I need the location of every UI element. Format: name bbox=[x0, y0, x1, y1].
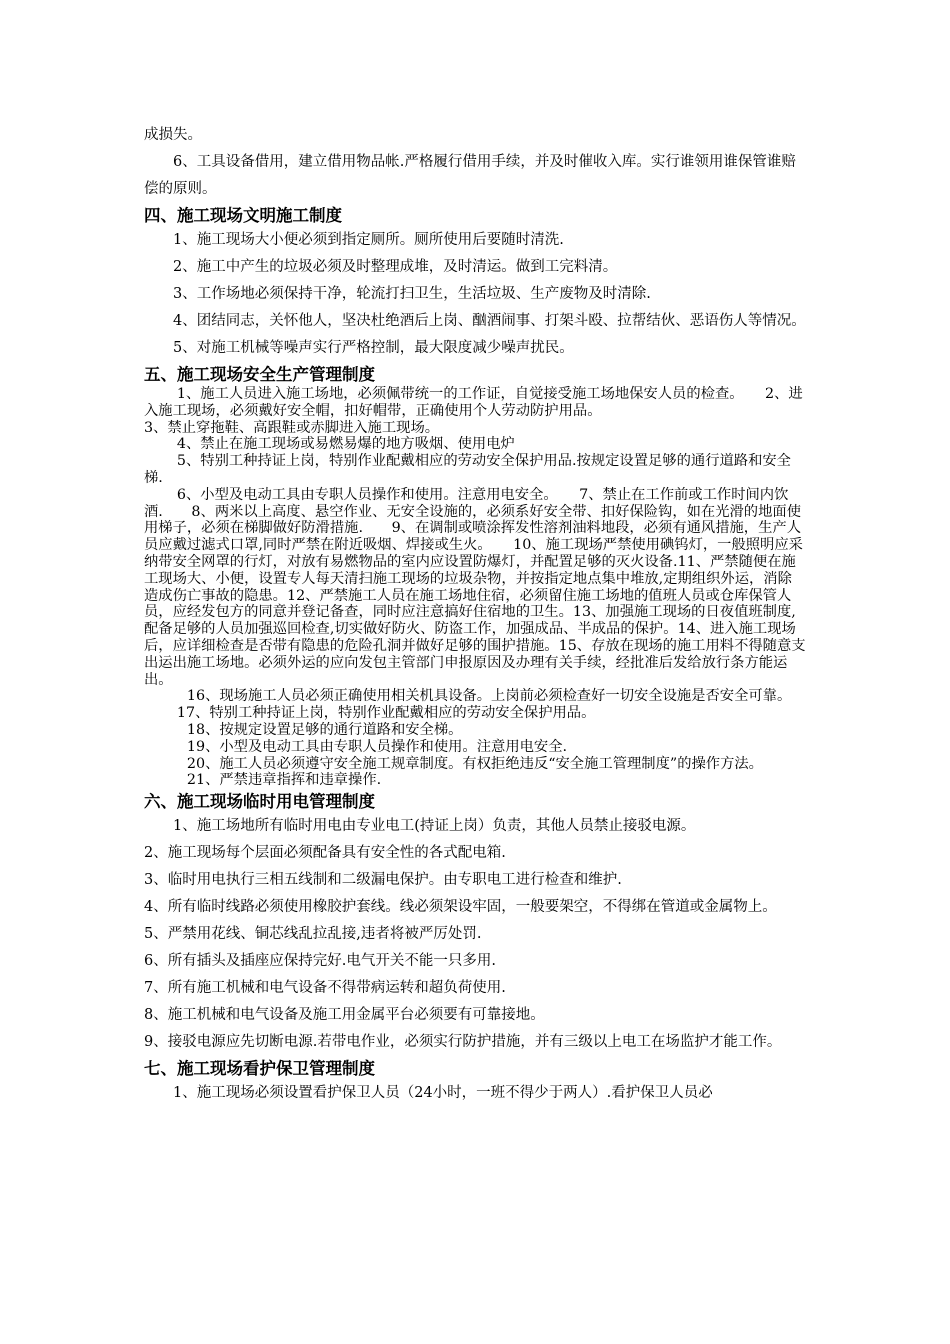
sec5-item-21: 21、严禁违章指挥和违章操作. bbox=[186, 772, 382, 789]
sec5-item-6-15: 6、小型及电动工具由专职人员操作和使用。注意用电安全。 7、禁止在工作前或工作时间内饮酒. 8、两米以上高度、悬空作业、无安全设施的，必须系好安全带、扣好保险钩，如在光滑的地面使用梯子，必须在梯脚做好防滑措施. 9、在调制或喷涂挥发性溶剂油料地段，必须有通风措施，生产人员应戴过滤式口罩,同时严禁在附近吸烟、焊接或生火。 10、施工现场严禁使用碘钨灯，一般照明应采纳带安全网罩的行灯，对放有易燃物品的室内应设置防爆灯，并配置足够的灭火设备.11、严禁随便在施工现场大、小便，设置专人每天清扫施工现场的垃圾杂物，并按指定地点集中堆放,定期组织外运，消除造成伤亡事故的隐患。12、严禁施工人员在施工场地住宿，必须留住施工场地的值班人员或仓库保管人员，应经发包方的同意并登记备查，同时应注意搞好住宿地的卫生。13、加强施工现场的日夜值班制度,配备足够的人员加强巡回检查,切实做好防火、防盗工作，加强成品、半成品的保护。14、进入施工现场后，应详细检查是否带有隐患的危险孔洞并做好足够的围护措施。15、存放在现场的施工用料不得随意支出运出施工场地。必须外运的应向发包主管部门申报原因及办理有关手续，经批准后发给放行条方能运出。 bbox=[144, 486, 806, 688]
sec5-item-18: 18、按规定设置足够的通行道路和安全梯。 bbox=[186, 721, 463, 738]
sec6-item-4: 4、所有临时线路必须使用橡胶护套线。线必须架设牢固，一般要架空，不得绑在管道或金属物上。 bbox=[144, 899, 777, 916]
sec6-item-5: 5、严禁用花线、铜芯线乱拉乱接,违者将被严厉处罚. bbox=[144, 926, 482, 943]
section-7-heading: 七、施工现场看护保卫管理制度 bbox=[144, 1059, 375, 1079]
sec6-item-9: 9、接驳电源应先切断电源.若带电作业，必须实行防护措施，并有三级以上电工在场监护才能工作。 bbox=[144, 1034, 782, 1051]
sec6-item-8: 8、施工机械和电气设备及施工用金属平台必须要有可靠接地。 bbox=[144, 1007, 545, 1024]
sec5-item-19: 19、小型及电动工具由专职人员操作和使用。注意用电安全. bbox=[186, 738, 568, 755]
sec5-item-20: 20、施工人员必须遵守安全施工规章制度。有权拒绝违反“安全施工管理制度”的操作方法。 bbox=[186, 755, 763, 772]
sec6-item-7: 7、所有施工机械和电气设备不得带病运转和超负荷使用. bbox=[144, 980, 506, 997]
section-5-heading: 五、施工现场安全生产管理制度 bbox=[144, 365, 375, 384]
sec6-item-1: 1、施工场地所有临时用电由专业电工(持证上岗）负责，其他人员禁止接驳电源。 bbox=[173, 818, 696, 835]
sec7-item-1: 1、施工现场必须设置看护保卫人员（24小时，一班不得少于两人）.看护保卫人员必 bbox=[173, 1085, 713, 1102]
sec6-item-2: 2、施工现场每个层面必须配备具有安全性的各式配电箱. bbox=[144, 845, 506, 862]
sec4-item-4: 4、团结同志，关怀他人，坚决杜绝酒后上岗、酗酒闹事、打架斗殴、拉帮结伙、恶语伤人等情况。 bbox=[173, 313, 806, 329]
paragraph-cont-1: 6、工具设备借用，建立借用物品帐.严格履行借用手续，并及时催收入库。实行谁领用谁保管谁赔偿的原则。 bbox=[144, 154, 796, 197]
paragraph-cont-0: 成损失。 bbox=[144, 127, 202, 143]
sec6-item-6: 6、所有插头及插座应保持完好.电气开关不能一只多用. bbox=[144, 953, 496, 970]
section-5-body bbox=[144, 386, 806, 789]
sec4-item-5: 5、对施工机械等噪声实行严格控制，最大限度减少噪声扰民。 bbox=[173, 340, 574, 356]
sec4-item-1: 1、施工现场大小便必须到指定厕所。厕所使用后要随时清洗. bbox=[173, 232, 564, 248]
sec4-item-3: 3、工作场地必须保持干净，轮流打扫卫生，生活垃圾、生产废物及时清除. bbox=[173, 286, 651, 302]
sec6-item-3: 3、临时用电执行三相五线制和二级漏电保护。由专职电工进行检查和维护. bbox=[144, 872, 622, 889]
sec4-item-2: 2、施工中产生的垃圾必须及时整理成堆，及时清运。做到工完料清。 bbox=[173, 259, 618, 275]
document-body bbox=[144, 122, 806, 1107]
sec5-item-5: 5、特别工种持证上岗，特别作业配戴相应的劳动安全保护用品.按规定设置足够的通行道路和安全梯. bbox=[144, 453, 791, 486]
sec5-item-1-2: 1、施工人员进入施工场地，必须佩带统一的工作证，自觉接受施工场地保安人员的检查。 2、进入施工现场，必须戴好安全帽，扣好帽带，正确使用个人劳动防护用品。 bbox=[144, 386, 803, 419]
section-4-heading: 四、施工现场文明施工制度 bbox=[144, 206, 342, 225]
sec5-item-3: 3、禁止穿拖鞋、高跟鞋或赤脚进入施工现场。 bbox=[144, 419, 440, 436]
sec5-item-16: 16、现场施工人员必须正确使用相关机具设备。上岗前必须检查好一切安全设施是否安全可靠。 bbox=[186, 688, 792, 705]
sec5-item-4: 4、禁止在施工现场或易燃易爆的地方吸烟、使用电炉 bbox=[176, 436, 515, 453]
section-6-heading: 六、施工现场临时用电管理制度 bbox=[144, 792, 375, 812]
sec5-item-17: 17、特别工种持证上岗，特别作业配戴相应的劳动安全保护用品。 bbox=[176, 705, 596, 722]
